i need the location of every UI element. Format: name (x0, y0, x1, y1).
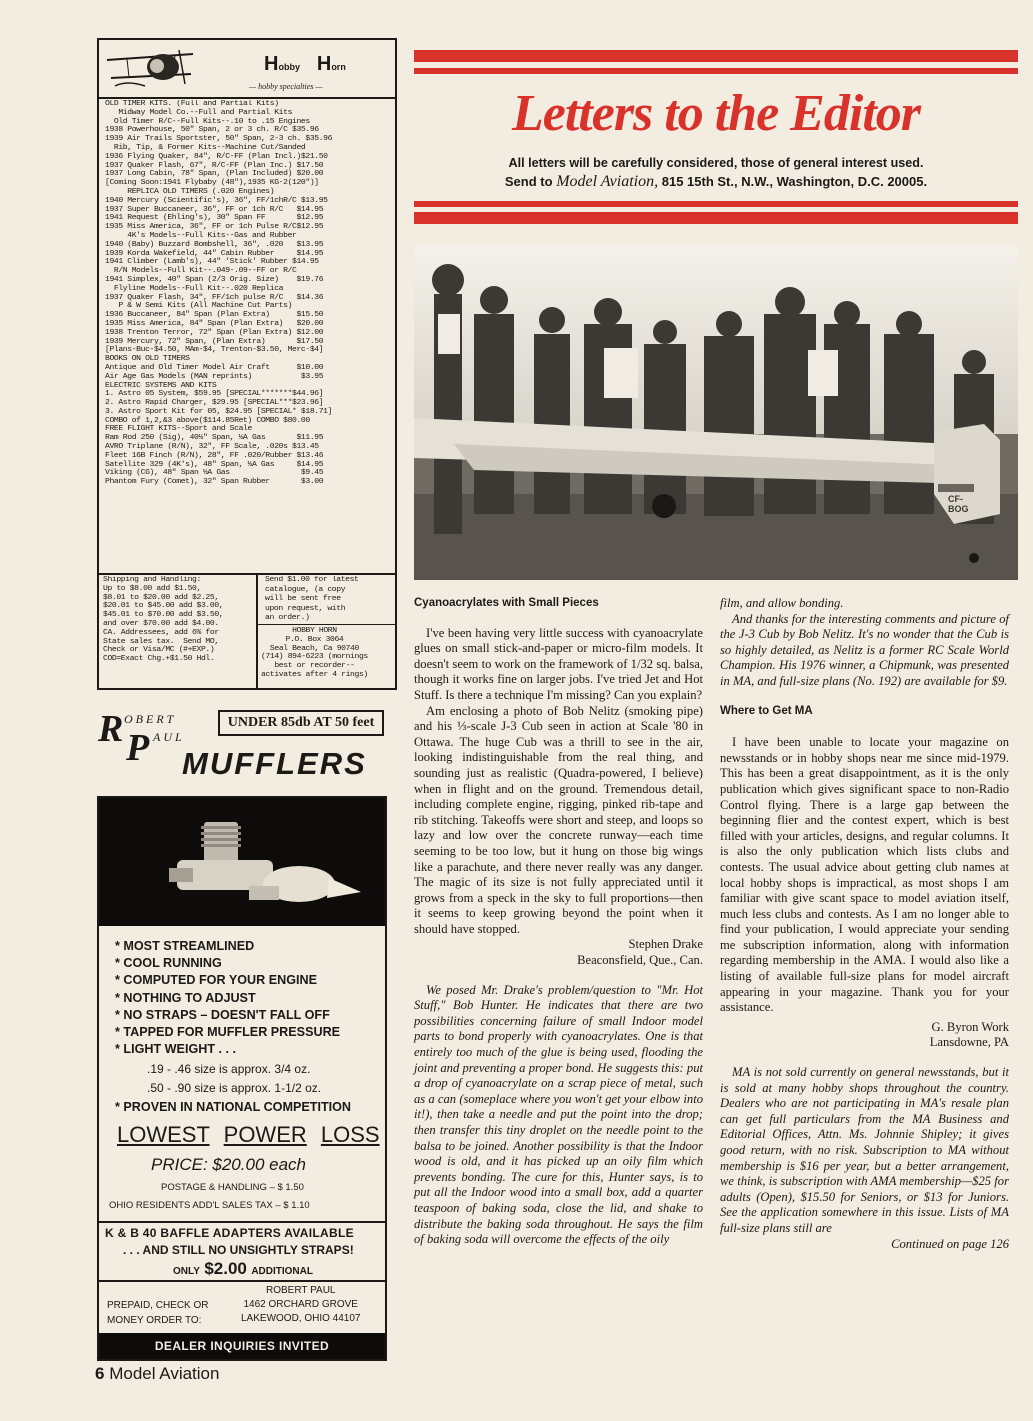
logo-word-paul: AUL (153, 730, 185, 744)
send-to-line (414, 173, 1018, 191)
baffle-price: $2.00 (204, 1259, 247, 1278)
letters-policy: All letters will be carefully considered, those of general interest used. (508, 156, 924, 170)
feature-item: * LIGHT WEIGHT . . . (115, 1042, 237, 1057)
baffle-offer: K & B 40 BAFFLE ADAPTERS AVAILABLE (105, 1226, 354, 1240)
robert-paul-address: ROBERT PAUL 1462 ORCHARD GROVE LAKEWOOD, OHIO 44107 (241, 1285, 361, 1324)
noise-rating-badge: UNDER 85db AT 50 feet (218, 710, 384, 736)
divider (256, 624, 397, 625)
feature-item: * COOL RUNNING (115, 956, 222, 971)
feature-item: * MOST STREAMLINED (115, 939, 255, 953)
dealer-inquiries-banner: DEALER INQUIRIES INVITED (99, 1333, 385, 1359)
only-word: ONLY (173, 1266, 200, 1277)
brand-word-orn: orn (331, 62, 346, 72)
weight-spec (147, 1060, 321, 1098)
plane-registration (948, 494, 969, 514)
competition-line: * PROVEN IN NATIONAL COMPETITION (115, 1100, 352, 1114)
letter-paragraph: I have been unable to locate your magazine on newsstands or in hobby shops near me since mid-1979. This has been a great disappointment, as it is the only publication which gives significant space to non-Radio Control flying. There is a large gap between the beginning flier and the contest expert, which is best filled with your articles, designs, and regular columns. It is also the only publication which lists clubs and contests. The usual advice about getting club names at local hobby shops is impractical, as most shops I am familiar with give scant space to model aviation itself, much less clubs and contests. As I am no longer able to find your publication, I would appreciate your sending me subscription information, along with information regarding membership in the AMA. I would also like a listing of available full-size plans for model aircraft appearing in your magazine. Thank you for your assistance. (720, 735, 1009, 1015)
logo-letter-p: P (126, 727, 150, 769)
red-stripe (414, 201, 1018, 207)
word-loss: LOSS (320, 1122, 380, 1147)
mufflers-ad-box (97, 796, 387, 1361)
payment-instructions: PREPAID, CHECK OR MONEY ORDER TO: (107, 1300, 209, 1326)
divider (99, 573, 395, 575)
baffle-price-line (173, 1259, 313, 1279)
letter-signature: Stephen Drake (628, 937, 703, 952)
letter-location: Beaconsfield, Que., Can. (577, 953, 703, 968)
postage-line: POSTAGE & HANDLING – $ 1.50 (161, 1182, 304, 1193)
feature-item: * NO STRAPS – DOESN'T FALL OFF (115, 1007, 330, 1022)
red-stripe (414, 68, 1018, 74)
mufflers-ad-header (98, 702, 398, 792)
feature-item: * NOTHING TO ADJUST (115, 990, 256, 1005)
biplane-logo-icon (105, 42, 197, 97)
lowest-power-loss (117, 1122, 380, 1148)
catalogue-offer: Send $1.00 for latest catalogue, (a copy will be sent free upon request, with an order.) (265, 576, 359, 622)
weight-large: .50 - .90 size is approx. 1-1/2 oz. (147, 1081, 322, 1095)
engine-muffler-icon (99, 798, 385, 926)
divider (256, 573, 258, 690)
letters-column-left (414, 596, 703, 1248)
brand-letter-h2: H (316, 53, 332, 75)
ohio-tax-line: OHIO RESIDENTS ADD'L SALES TAX – $ 1.10 (109, 1200, 310, 1211)
letters-header (414, 44, 1018, 230)
word-power: POWER (223, 1122, 307, 1147)
letter-paragraph: Am enclosing a photo of Bob Nelitz (smoking pipe) and his ⅓-scale J-3 Cub seen in action at Scale '80 in Ottawa. The huge Cub was a thrill to see in the air, looking indistinguishable from the real thing, and sounding just as realistic (Quadra-powered, I believe) when in flight and on the ground. Tremendous detail, including complete engine, rigging, pinked rib-tape and rib stitching. Takeoffs were short and steep, and loops so lazy and low over the concrete runway—each time seeming to be too low, but it hung on those big wings like a parachute, and there never really was any danger. The magic of its size is not fully appreciated until it grows from a speck in the sky to full proportions—then it seems to keep growing beyond the point when it should have stopped. (414, 703, 703, 936)
letter-heading: Cyanoacrylates with Small Pieces (414, 597, 599, 609)
editor-reply: MA is not sold currently on general newsstands, but it is sold at many hobby shops throughout the country. Dealers who are not participating in MA's resale plan can get full particulars from the MA Business and Editorial Offices, Attn. Ms. Johnnie Shipley; it gives good return, with no risk. Subscription to MA without membership is $16 per year, but a better arrangement, we think, is subscription with AMA membership—$25 for adults (Open), $15.50 for Seniors, or $13 for Juniors. See the application somewhere in this issue. Lists of MA full-size plans still are (720, 1065, 1009, 1235)
editor-address: 815 15th St., N.W., Washington, D.C. 20005. (661, 174, 928, 189)
baffle-offer-2: . . . AND STILL NO UNSIGHTLY STRAPS! (123, 1243, 354, 1257)
letter-paragraph: I've been having very little success with cyanoacrylate glues on small stick-and-paper or micro-film models. It doesn't seem to work on the framework of 1/32 sq. balsa, though it works fine on larger jobs. I've tried Jet and Hot Stuff. Is there a technique I'm missing? Can you explain? (414, 625, 703, 702)
divider (99, 1280, 385, 1282)
weight-small: .19 - .46 size is approx. 3/4 oz. (147, 1062, 311, 1076)
logo-word-mufflers: MUFFLERS (182, 746, 367, 781)
crowd-and-airplane-icon (414, 244, 1018, 580)
kit-price-listing: OLD TIMER KITS. (Full and Partial Kits) Midway Model Co.--Full and Partial Kits Old Timer R/C--Full Kits--.10 to .15 Engines 1938 Powerhouse, 50" Span, 2 or 3 ch. R/C $35.96 1939 Air Trails Sportster, 50" Span, 2-3 ch. $35.96 Rib, Tip, & Former Kits--Machine Cut/Sanded 1936 Flying Quaker, 84", R/C-FF (Plan Incl.)$21.50 1937 Quaker Flash, 67", R/C-FF (Plan Inc.) $17.50 1937 Long Cabin, 78" Span, (Plan Included) $20.00 [Coming Soon:1941 Flybaby (48"),1935 KG-2(120")] REPLICA OLD TIMERS (.020 Engines) 1940 Mercury (Scientific's), 36", FF/1chR/C $13.95 1937 Super Buccaneer, 36", FF or 1ch R/C $14.95 1941 Request (Ehling's), 30" Span FF $12.95 1935 Miss America, 36", FF or 1ch Pulse R/C$12.95 4K's Models--Full Kits--Gas and Rubber 1940 (Baby) Buzzard Bombshell, 36", .020 $13.95 1939 Korda Wakefield, 44" Cabin Rubber $14.95 1941 Climber (Lamb's), 44" 'Stick' Rubber $14.95 R/N Models--Full Kit--.049-.09--FF or R/C 1941 Simplex, 40" Span (2/3 Orig. Size) $19.76 Flyline Models--Full Kit--.020 Replica 1937 Quaker Flash, 34", FF/1ch pulse R/C $14.36 P & W Semi Kits (All Machine Cut Parts) 1936 Buccaneer, 84" Span (Plan Extra) $15.50 1935 Miss America, 84" Span (Plan Extra) $20.00 1938 Trenton Terror, 72" Span (Plan Extra) $12.00 1939 Mercury, 72" Span, (Plan Extra) $17.50 [Plans-Buc-$4.50, MAm-$4, Trenton-$3.50, Merc-$4] BOOKS ON OLD TIMERS Antique and Old Timer Model Air Craft $10.00 Air Age Gas Models (MAN reprints) $3.95 ELECTRIC SYSTEMS AND KITS 1. Astro 05 System, $59.95 [SPECIAL*******$44.96] 2. Astro Rapid Charger, $29.95 [SPECIAL***$23.96] 3. Astro Sport Kit for 05, $24.95 [SPECIAL* $18.71] COMBO of 1,2,&3 above($114.85Ret) COMBO $80.00 FREE FLIGHT KITS--Sport and Scale Ram Rod 250 (Sig), 40½" Span, ½A Gas $11.95 AVRO Triplane (R/N), 32", FF Scale, .020s $13.45 Fleet 16B Finch (R/N), 28", FF .020/Rubber $13.46 Satellite 329 (4K's), 48" Span, ½A Gas $14.95 Viking (CG), 48" Span ½A Gas $9.45 Phantom Fury (Comet), 32" Span Rubber $3.00 (105, 100, 333, 487)
divider (99, 1221, 385, 1223)
shipping-info: Shipping and Handling: Up to $8.00 add $1.50, $8.01 to $20.00 add $2.25, $20.01 to $45.00 add $3.00, $45.01 to $70.00 add $3.50, and over $70.00 add $4.00. CA. Addressees, add 6% for State sales tax. Send MO, Check or Visa/MC (#+EXP.) COD=Exact Chg.+$1.50 Hdl. (103, 576, 224, 664)
hobby-horn-header (99, 40, 395, 99)
reg-line-2: BOG (948, 504, 969, 514)
page-number: 6 (95, 1364, 105, 1383)
send-to-label: Send to (504, 174, 553, 189)
feature-list (115, 938, 340, 1058)
brand-word-obby: obby (278, 62, 300, 72)
brand-letter-h1: H (264, 53, 279, 75)
continued-notice: Continued on page 126 (891, 1236, 1009, 1251)
word-lowest: LOWEST (117, 1122, 210, 1147)
letter-location: Lansdowne, PA (929, 1035, 1009, 1050)
letters-column-right (720, 596, 1009, 1252)
logo-letter-r: R (98, 708, 124, 750)
magazine-name: Model Aviation (109, 1364, 220, 1383)
red-stripe (414, 212, 1018, 224)
logo-word-robert: OBERT (124, 712, 177, 726)
red-stripe (414, 50, 1018, 62)
hobby-horn-ad (97, 38, 397, 690)
j3-cub-photo (414, 244, 1018, 580)
muffler-price: PRICE: $20.00 each (151, 1155, 306, 1174)
editor-reply-continued: film, and allow bonding. (720, 596, 844, 610)
page-footer (95, 1364, 219, 1384)
letter-signature: G. Byron Work (931, 1019, 1009, 1034)
hobby-horn-tagline: — hobby specialties — (249, 82, 323, 91)
additional-word: ADDITIONAL (251, 1266, 313, 1277)
letters-title: Letters to the Editor (512, 85, 920, 142)
letter-heading: Where to Get MA (720, 704, 813, 717)
editor-reply: We posed Mr. Drake's problem/question to "Mr. Hot Stuff," Bob Hunter. He indicates that there are two possibilities concerning failure of small Indoor model parts to bond properly with cyanoacrylates. One is that entirely too much of the glue is being used, flooding the joint and preventing a proper bond. He suggests this: put a drop of cyanoacrylate on a scrap piece of metal, such as a can (someplace where you won't get your elbow into it!), then take a needle and put the point into the drop; then transfer this tiny droplet on the needle point to the balsa to be joined. Another possibility is that the Indoor wood is old, and it has picked up an oily film which prevents bonding. The cure for this, Hunter says, is to put all the Indoor wood into a small box, add a quarter teaspoon of baking soda, close the lid, and shake to distribute the baking soda throughout. He says the film of baking soda will overcome the effects of the oily (414, 982, 703, 1247)
feature-item: * TAPPED FOR MUFFLER PRESSURE (115, 1025, 341, 1040)
muffler-photo (99, 798, 385, 926)
feature-item: * COMPUTED FOR YOUR ENGINE (115, 973, 317, 988)
magazine-title: Model Aviation, (556, 173, 659, 190)
hobby-horn-address: HOBBY HORN P.O. Box 3064 Seal Beach, Ca 90740 (714) 894-6223 (mornings best or recorder-- activates after 4 rings) (261, 627, 368, 679)
editor-reply: And thanks for the interesting comments and picture of the J-3 Cub by Bob Nelitz. It's no wonder that the Cub is so highly detailed, as Nelitz is a former RC Scale World Champion. His 1976 winner, a Chipmunk, was presented in MA, and full-size plans (No. 192) are available for $9. (720, 611, 1009, 688)
reg-line-1: CF- (948, 494, 963, 504)
